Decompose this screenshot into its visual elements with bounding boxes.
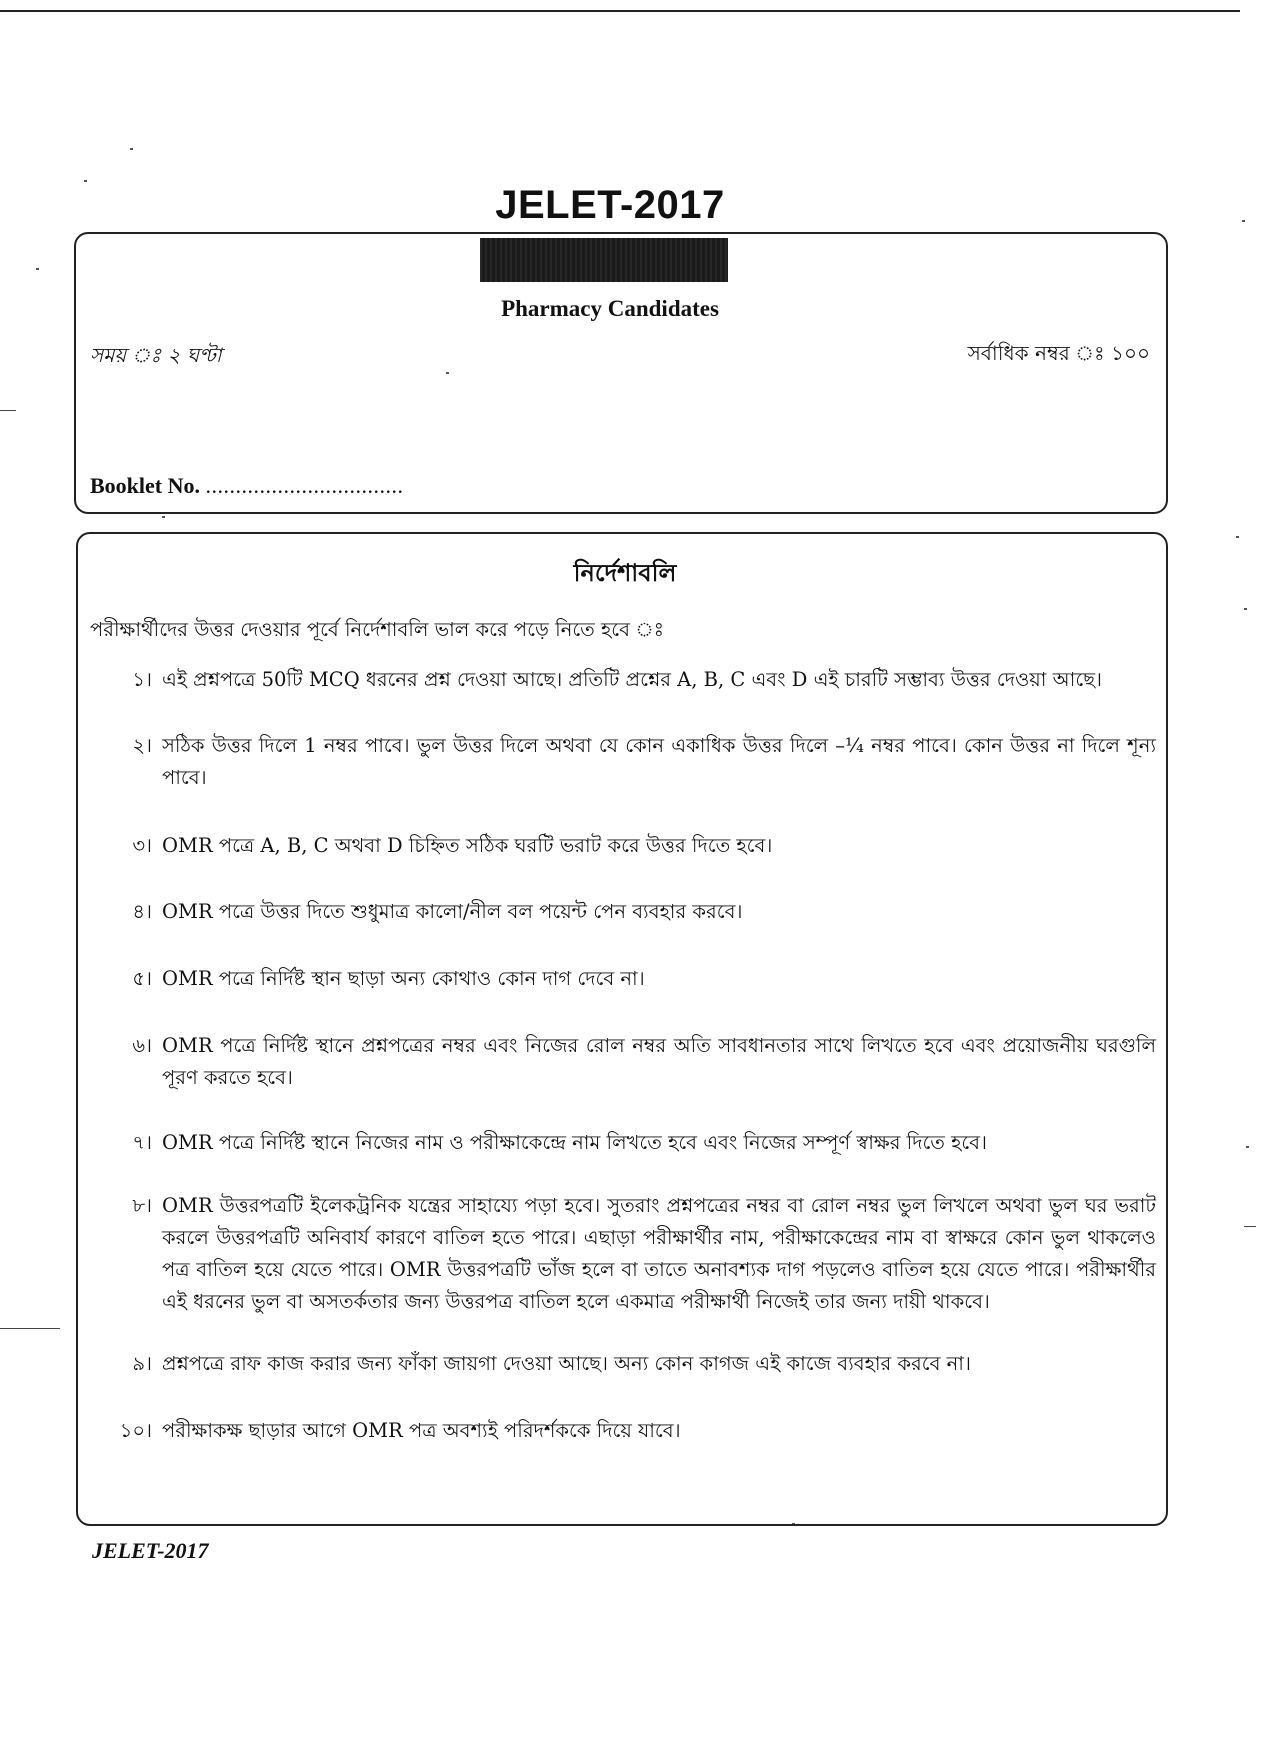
instruction-text: OMR উত্তরপত্রটি ইলেকট্রনিক যন্ত্রের সাহায্যে পড়া হবে। সুতরাং প্রশ্নপত্রের নম্বর বা রোল নম্বর ভুল লিখলে অথবা ভুল ঘর ভরাট করলে উত্তরপত্রটি অনিবার্য কারণে বাতিল হতে পারে। এছাড়া পরীক্ষার্থীর নাম, পরীক্ষাকেন্দ্রের নাম বা স্বাক্ষরে কোন ভুল থাকলেও পত্র বাতিল হয়ে যেতে পারে। OMR উত্তরপত্রটি ভাঁজ হলে বা তাতে অনাবশ্যক দাগ পড়লেও বাতিল হয়ে যেতে পারে। পরীক্ষার্থীর এই ধরনের ভুল বা অসতর্কতার জন্য উত্তরপত্র বাতিল হলে একমাত্র পরীক্ষার্থী নিজেই তার জন্য দায়ী থাকবে। <box>162 1194 1156 1313</box>
top-rule <box>0 10 1240 12</box>
candidate-type: Pharmacy Candidates <box>501 296 719 321</box>
instruction-text: প্রশ্নপত্রে রাফ কাজ করার জন্য ফাঁকা জায়গা দেওয়া আছে। অন্য কোন কাগজ এই কাজে ব্যবহার করবে না। <box>162 1352 971 1375</box>
redacted-label <box>480 238 728 282</box>
instruction-item <box>96 1127 1156 1159</box>
instruction-item <box>96 1348 1156 1380</box>
instruction-text: পরীক্ষাকক্ষ ছাড়ার আগে OMR পত্র অবশ্যই পরিদর্শককে দিয়ে যাবে। <box>162 1419 681 1442</box>
footer-label: JELET-2017 <box>92 1538 209 1563</box>
scan-speck <box>36 268 39 270</box>
instruction-number: ৪। <box>132 900 152 923</box>
scan-speck <box>130 148 133 150</box>
instruction-text: OMR পত্রে নির্দিষ্ট স্থান ছাড়া অন্য কোথাও কোন দাগ দেবে না। <box>162 967 645 990</box>
instructions-heading: নির্দেশাবলি <box>573 558 677 587</box>
instruction-text: সঠিক উত্তর দিলে 1 নম্বর পাবে। ভুল উত্তর দিলে অথবা যে কোন একাধিক উত্তর দিলে –¼ নম্বর পাবে। কোন উত্তর না দিলে শূন্য পাবে। <box>162 734 1156 789</box>
booklet-label: Booklet No. <box>90 473 200 498</box>
instruction-text: OMR পত্রে উত্তর দিতে শুধুমাত্র কালো/নীল বল পয়েন্ট পেন ব্যবহার করবে। <box>162 900 743 923</box>
scan-speck <box>84 180 87 182</box>
booklet-dots: ................................. <box>205 473 404 498</box>
full-marks-label: সর্বাধিক নম্বর ঃ ১০০ <box>967 341 1150 365</box>
scan-speck <box>1242 220 1245 222</box>
instruction-number: ১। <box>132 668 152 691</box>
instruction-number: ৫। <box>132 967 152 990</box>
instruction-text: এই প্রশ্নপত্রে 50টি MCQ ধরনের প্রশ্ন দেওয়া আছে। প্রতিটি প্রশ্নের A, B, C এবং D এই চারটি সম্ভাব্য উত্তর দেওয়া আছে। <box>162 668 1103 691</box>
instruction-item <box>96 730 1156 794</box>
instruction-text: OMR পত্রে নির্দিষ্ট স্থানে প্রশ্নপত্রের নম্বর এবং নিজের রোল নম্বর অতি সাবধানতার সাথে লিখতে হবে এবং প্রয়োজনীয় ঘরগুলি পূরণ করতে হবে। <box>162 1034 1156 1089</box>
instruction-item <box>96 1030 1156 1094</box>
instruction-item <box>96 963 1156 995</box>
instruction-number: ৬। <box>132 1034 152 1057</box>
time-label: সময় ঃ ২ ঘণ্টা <box>90 343 222 367</box>
instruction-item <box>96 830 1156 862</box>
scan-speck <box>162 516 165 518</box>
instruction-item <box>96 1415 1156 1447</box>
scan-speck <box>1244 608 1247 610</box>
page-title: JELET-2017 <box>495 183 725 227</box>
instruction-text: OMR পত্রে A, B, C অথবা D চিহ্নিত সঠিক ঘরটি ভরাট করে উত্তর দিতে হবে। <box>162 834 773 857</box>
instructions-intro: পরীক্ষার্থীদের উত্তর দেওয়ার পূর্বে নির্দেশাবলি ভাল করে পড়ে নিতে হবে ঃ <box>90 618 664 641</box>
instruction-number: ১০। <box>119 1419 152 1442</box>
scan-edge-mark <box>1244 1226 1256 1227</box>
instruction-item <box>96 1190 1156 1318</box>
instruction-number: ৩। <box>132 834 152 857</box>
instruction-item <box>96 896 1156 928</box>
instruction-number: ৭। <box>132 1131 152 1154</box>
scan-speck <box>1246 1146 1249 1148</box>
scan-edge-mark <box>0 410 16 411</box>
instruction-number: ২। <box>132 734 152 757</box>
instruction-text: OMR পত্রে নির্দিষ্ট স্থানে নিজের নাম ও পরীক্ষাকেন্দ্রে নাম লিখতে হবে এবং নিজের সম্পূর্ণ স্বাক্ষর দিতে হবে। <box>162 1131 988 1154</box>
instruction-number: ৯। <box>132 1352 152 1375</box>
instruction-item <box>96 664 1156 696</box>
scan-edge-mark <box>0 1328 60 1329</box>
instruction-number: ৮। <box>132 1194 152 1217</box>
booklet-number-field <box>90 473 404 499</box>
scan-speck <box>1236 536 1239 538</box>
